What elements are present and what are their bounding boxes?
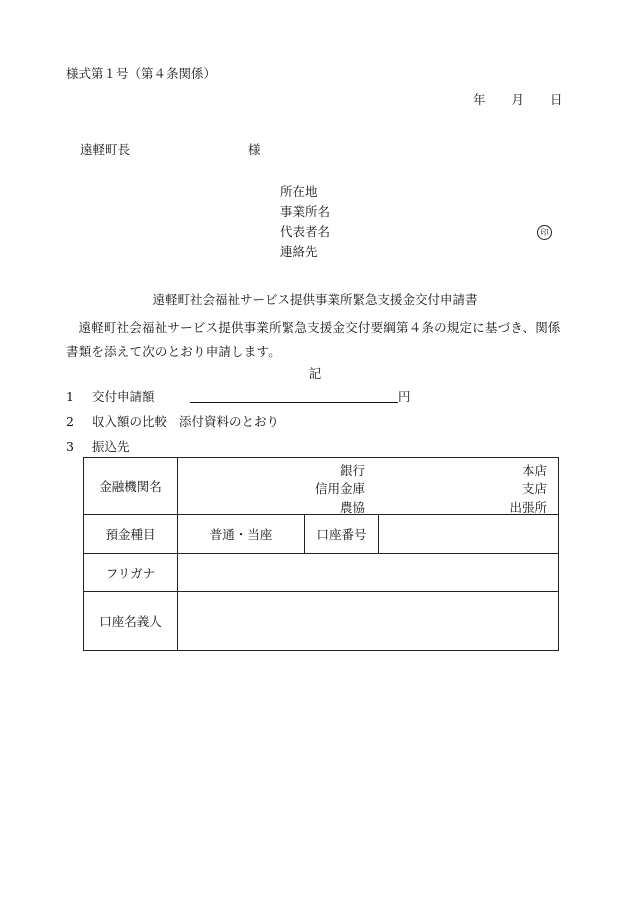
date-line [473, 92, 563, 108]
furigana-row [84, 554, 559, 592]
deposit-type-value[interactable]: 普通・当座 [178, 515, 305, 554]
account-number-label: 口座番号 [305, 515, 379, 554]
agri-coop-option: 農協 [340, 500, 366, 515]
item3-number: 3 [66, 439, 74, 454]
amount-unit: 円 [398, 389, 411, 404]
bank-option: 銀行 [340, 463, 366, 478]
item2-label: 収入額の比較 [92, 414, 168, 429]
contact-label: 連絡先 [280, 244, 318, 259]
institution-label: 金融機関名 [84, 458, 178, 515]
office-name-label: 事業所名 [280, 204, 331, 219]
head-office-option: 本店 [522, 463, 548, 478]
item-income-comparison [66, 414, 279, 430]
document-title: 遠軽町社会福祉サービス提供事業所緊急支援金交付申請書 [152, 292, 478, 307]
date-month: 月 [511, 92, 525, 107]
location-label: 所在地 [280, 184, 318, 199]
account-holder-row [84, 592, 559, 651]
item1-number: 1 [66, 389, 74, 404]
deposit-type-label: 預金種目 [84, 515, 178, 554]
ki-marker: 記 [308, 366, 322, 381]
item1-label: 交付申請額 [92, 389, 155, 404]
institution-row [84, 458, 559, 515]
applicant-block [280, 184, 330, 264]
addressee-honorific: 様 [248, 142, 261, 157]
representative-label: 代表者名 [280, 224, 331, 239]
addressee-name: 遠軽町長 [80, 142, 131, 157]
account-holder-field[interactable] [178, 592, 559, 651]
item2-value: 添付資料のとおり [179, 414, 280, 429]
bank-account-table [83, 457, 559, 651]
account-holder-label: 口座名義人 [84, 592, 178, 651]
sub-branch-option: 出張所 [509, 500, 548, 515]
date-year: 年 [473, 92, 486, 107]
item3-label: 振込先 [92, 439, 130, 454]
deposit-row [84, 515, 559, 554]
credit-union-option: 信用金庫 [315, 481, 366, 496]
institution-field[interactable] [178, 458, 559, 515]
document-body: 遠軽町社会福祉サービス提供事業所緊急支援金交付要綱第４条の規定に基づき、関係書類を添えて次のとおり申請します。 [66, 320, 561, 359]
item2-number: 2 [66, 414, 74, 429]
account-number-field[interactable] [379, 515, 559, 554]
item-transfer-destination [66, 439, 130, 455]
branch-option: 支店 [522, 481, 548, 496]
amount-input-line[interactable] [190, 402, 398, 403]
furigana-field[interactable] [178, 554, 559, 592]
date-day: 日 [550, 92, 563, 107]
form-number: 様式第１号（第４条関係） [66, 66, 217, 81]
item-application-amount [66, 389, 155, 405]
seal-mark: 印 [537, 225, 552, 240]
furigana-label: フリガナ [84, 554, 178, 592]
